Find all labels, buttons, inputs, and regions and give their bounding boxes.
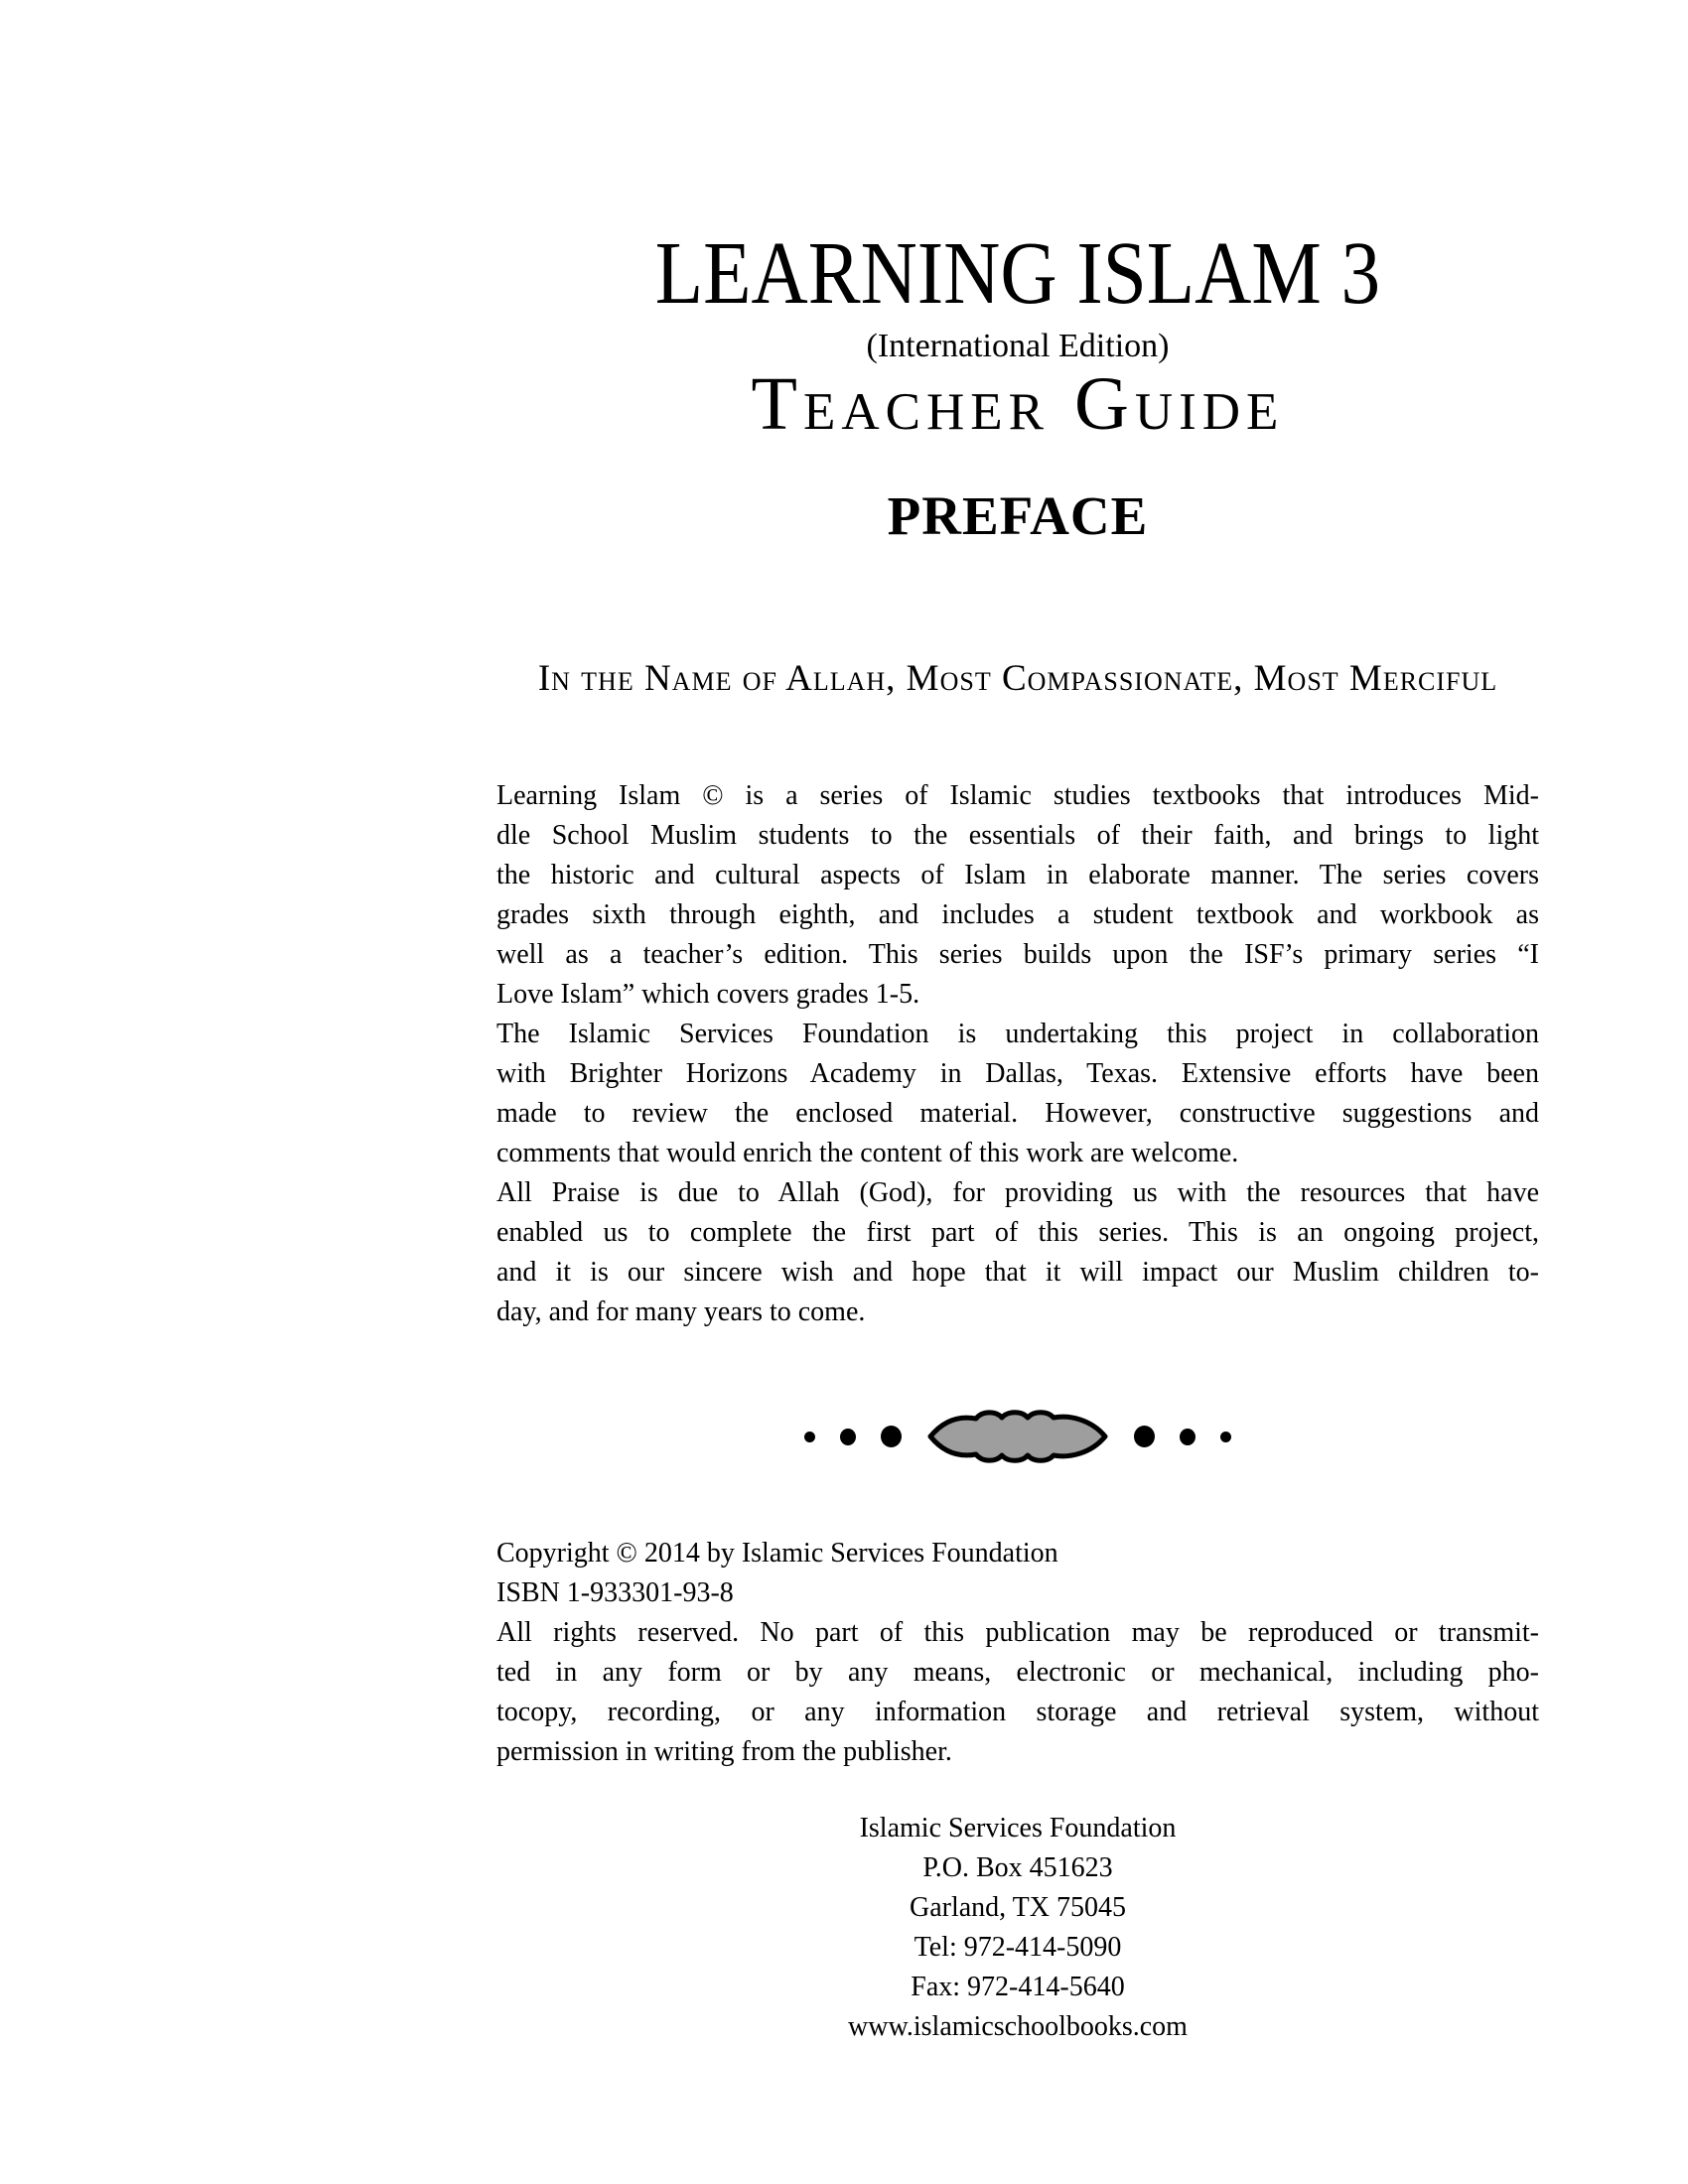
text-line: Copyright © 2014 by Islamic Services Foundation bbox=[496, 1538, 1058, 1569]
title-block bbox=[496, 224, 1539, 446]
text-line: made to review the enclosed material. However, constructive suggestions and bbox=[496, 1098, 1539, 1129]
contact-line: Islamic Services Foundation bbox=[859, 1813, 1177, 1843]
book-series-title bbox=[496, 226, 1539, 322]
page-title: PREFACE bbox=[887, 485, 1149, 546]
text-line: tocopy, recording, or any information storage and retrieval system, without bbox=[496, 1697, 1539, 1727]
ornament-dot bbox=[881, 1426, 902, 1447]
text-line: dle School Muslim students to the essentials of their faith, and brings to light bbox=[496, 820, 1539, 851]
text-line: ted in any form or by any means, electronic or mechanical, including pho- bbox=[496, 1657, 1539, 1688]
text-line: comments that would enrich the content of this work are welcome. bbox=[496, 1138, 1239, 1168]
text-line: ISBN 1-933301-93-8 bbox=[496, 1577, 734, 1608]
ornament-dot bbox=[1180, 1429, 1196, 1445]
text-line: the historic and cultural aspects of Islam in elaborate manner. The series covers bbox=[496, 860, 1539, 890]
contact-line: Tel: 972-414-5090 bbox=[914, 1932, 1122, 1963]
contact-line: www.islamicschoolbooks.com bbox=[848, 2011, 1188, 2042]
leaf-shape bbox=[930, 1413, 1105, 1461]
ornament-dot bbox=[1220, 1432, 1231, 1442]
publisher-contact bbox=[496, 1809, 1539, 2047]
text-line: The Islamic Services Foundation is undertaking this project in collaboration bbox=[496, 1019, 1539, 1049]
text-line: Learning Islam © is a series of Islamic studies textbooks that introduces Mid- bbox=[496, 780, 1539, 811]
text-line: grades sixth through eighth, and includes a student textbook and workbook as bbox=[496, 899, 1539, 930]
ornament-dot bbox=[804, 1432, 815, 1442]
edition-note: (International Edition) bbox=[866, 328, 1170, 364]
contact-line: Fax: 972-414-5640 bbox=[911, 1972, 1125, 2002]
preface-body bbox=[496, 776, 1539, 1332]
divider-ornament bbox=[496, 1402, 1539, 1471]
text-line: All rights reserved. No part of this publication may be reproduced or transmit- bbox=[496, 1617, 1539, 1648]
invocation-line: In the Name of Allah, Most Compassionate, Most Merciful bbox=[537, 658, 1498, 699]
contact-line: P.O. Box 451623 bbox=[922, 1852, 1113, 1883]
text-line: All Praise is due to Allah (God), for providing us with the resources that have bbox=[496, 1177, 1539, 1208]
ornament-dot bbox=[840, 1429, 856, 1445]
contact-line: Garland, TX 75045 bbox=[910, 1892, 1126, 1923]
leaf-ornament-icon bbox=[926, 1404, 1109, 1469]
text-line: well as a teacher’s edition. This series builds upon the ISF’s primary series “I bbox=[496, 939, 1539, 970]
text-line: day, and for many years to come. bbox=[496, 1297, 866, 1327]
text-line: enabled us to complete the first part of this series. This is an ongoing project, bbox=[496, 1217, 1539, 1248]
copyright-block bbox=[496, 1534, 1539, 1772]
text-line: with Brighter Horizons Academy in Dallas, Texas. Extensive efforts have been bbox=[496, 1058, 1539, 1089]
book-subtitle: Teacher Guide bbox=[751, 362, 1285, 446]
text-line: and it is our sincere wish and hope that it will impact our Muslim children to- bbox=[496, 1257, 1539, 1288]
ornament-dot bbox=[1134, 1426, 1155, 1447]
book-series-title-text: LEARNING ISLAM 3 bbox=[654, 224, 1381, 323]
text-line: Love Islam” which covers grades 1-5. bbox=[496, 979, 920, 1010]
text-line: permission in writing from the publisher. bbox=[496, 1736, 952, 1767]
